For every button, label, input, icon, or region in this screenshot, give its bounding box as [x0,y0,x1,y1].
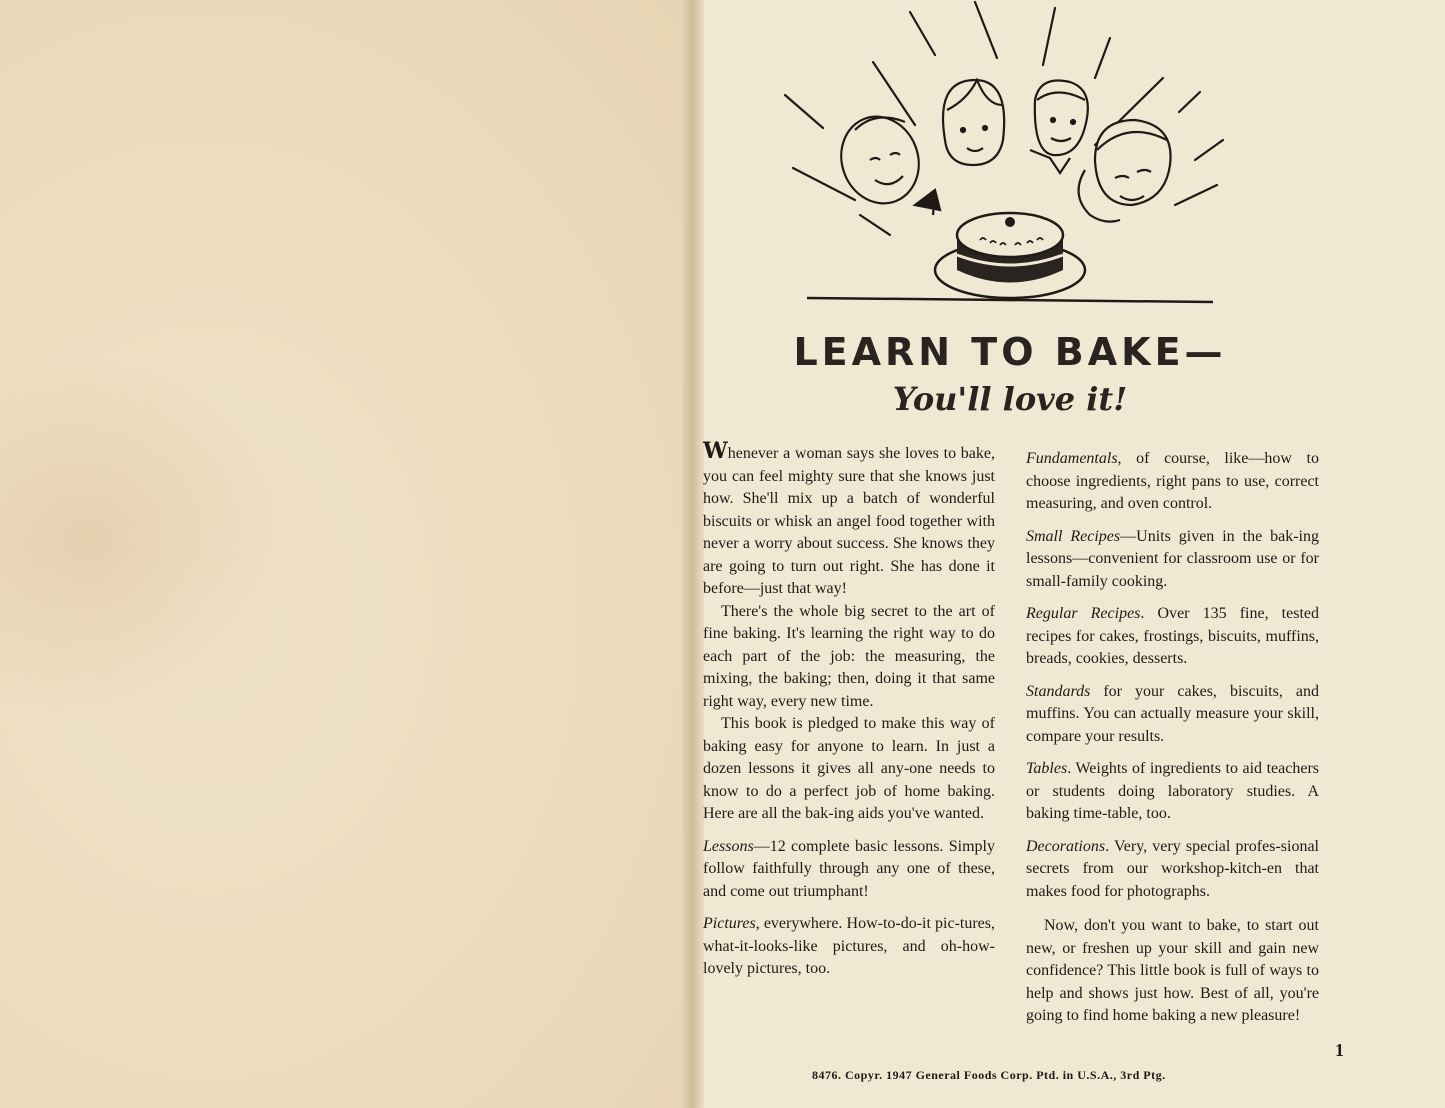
ray-line [785,95,823,128]
right-text-column [1026,448,1319,1028]
list-item-pictures [703,913,995,981]
ray-line [1095,38,1110,78]
ray-line [1179,92,1200,112]
intro-paragraph-text: henever a woman says she loves to bake, you can feel mighty sure that she knows just how. She'll mix up a batch of wonderful biscuits or whisk an angel food together with never a worry about success. She knows they are going to turn out right. She has done it before—just that way! [703,445,995,597]
list-item-fundamentals [1026,448,1319,516]
list-item-tables [1026,758,1319,826]
ray-line [1195,140,1223,160]
list-item-lessons [703,836,995,904]
term-description: , everywhere. How-to-do-it pic-tures, what-it-looks-like pictures, and oh-how-lovely pictures, too. [703,915,995,977]
term-label: Decorations [1026,837,1106,855]
girl-face-icon [943,80,1004,165]
term-description: —12 complete basic lessons. Simply follow faithfully through any one of these, and come out triumphant! [703,837,995,900]
page-subheadline: You'll love it! [892,380,1128,418]
page-stain [0,360,300,720]
intro-paragraph [703,440,995,601]
term-label: Pictures [703,915,756,932]
left-page-blank [0,0,690,1108]
term-label: Lessons [703,837,754,855]
page-number: 1 [1335,1040,1344,1060]
page-headline: LEARN TO BAKE— [793,330,1227,374]
term-description: for your cakes, biscuits, and muffins. You can actually measure your skill, compare your results. [1026,682,1319,745]
ray-line [860,215,890,235]
ray-line [1043,8,1055,65]
boy-face-icon [1030,80,1088,173]
ray-line [975,2,997,58]
term-label: Small Recipes [1026,527,1121,545]
term-description: . Weights of ingredients to aid teachers or students doing laboratory studies. A baking time-table, too. [1026,760,1319,822]
list-item-standards [1026,681,1319,749]
term-label: Fundamentals [1026,450,1118,467]
list-item-regular-recipes [1026,603,1319,671]
left-text-column [703,440,995,981]
term-description: , of course, like—how to choose ingredients, right pans to use, correct measuring, and oven control. [1026,450,1319,512]
term-label: Standards [1026,682,1091,700]
copyright-footer: 8476. Copyr. 1947 General Foods Corp. Ptd. in U.S.A., 3rd Ptg. [812,1068,1166,1082]
pledge-paragraph: This book is pledged to make this way of baking easy for anyone to learn. In just a dozen lessons it gives all any-one needs to know to do a perfect job of home baking. Here are all the bak-ing aids you've wanted. [703,715,995,822]
secret-paragraph: There's the whole big secret to the art of fine baking. It's learning the right way to do each part of the job: the measuring, the mixing, the baking; then, doing it that same right way, every new time. [703,602,995,710]
term-description: . Over 135 fine, tested recipes for cakes, frostings, biscuits, muffins, breads, cookies, desserts. [1026,605,1319,667]
cake-icon [935,213,1085,298]
illustration [775,0,1235,310]
closing-paragraph: Now, don't you want to bake, to start out new, or freshen up your skill and gain new confidence? This little book is full of ways to help and shows just how. Best of all, you're going to find home baking a new pleasure! [1026,917,1319,1024]
drop-cap: W [703,438,728,464]
grandfather-face-icon [829,106,940,215]
term-label: Tables [1026,760,1068,777]
term-label: Regular Recipes [1026,605,1141,622]
term-description: —Units given in the bak-ing lessons—convenient for classroom use or for small-family cooking. [1026,527,1319,590]
list-item-small-recipes [1026,526,1319,594]
woman-face-icon [1079,120,1171,222]
ray-line [910,12,935,55]
list-item-decorations [1026,836,1319,904]
term-description: . Very, very special profes-sional secrets from our workshop-kitch-en that makes food for photographs. [1026,837,1319,900]
ray-line [1175,185,1217,205]
